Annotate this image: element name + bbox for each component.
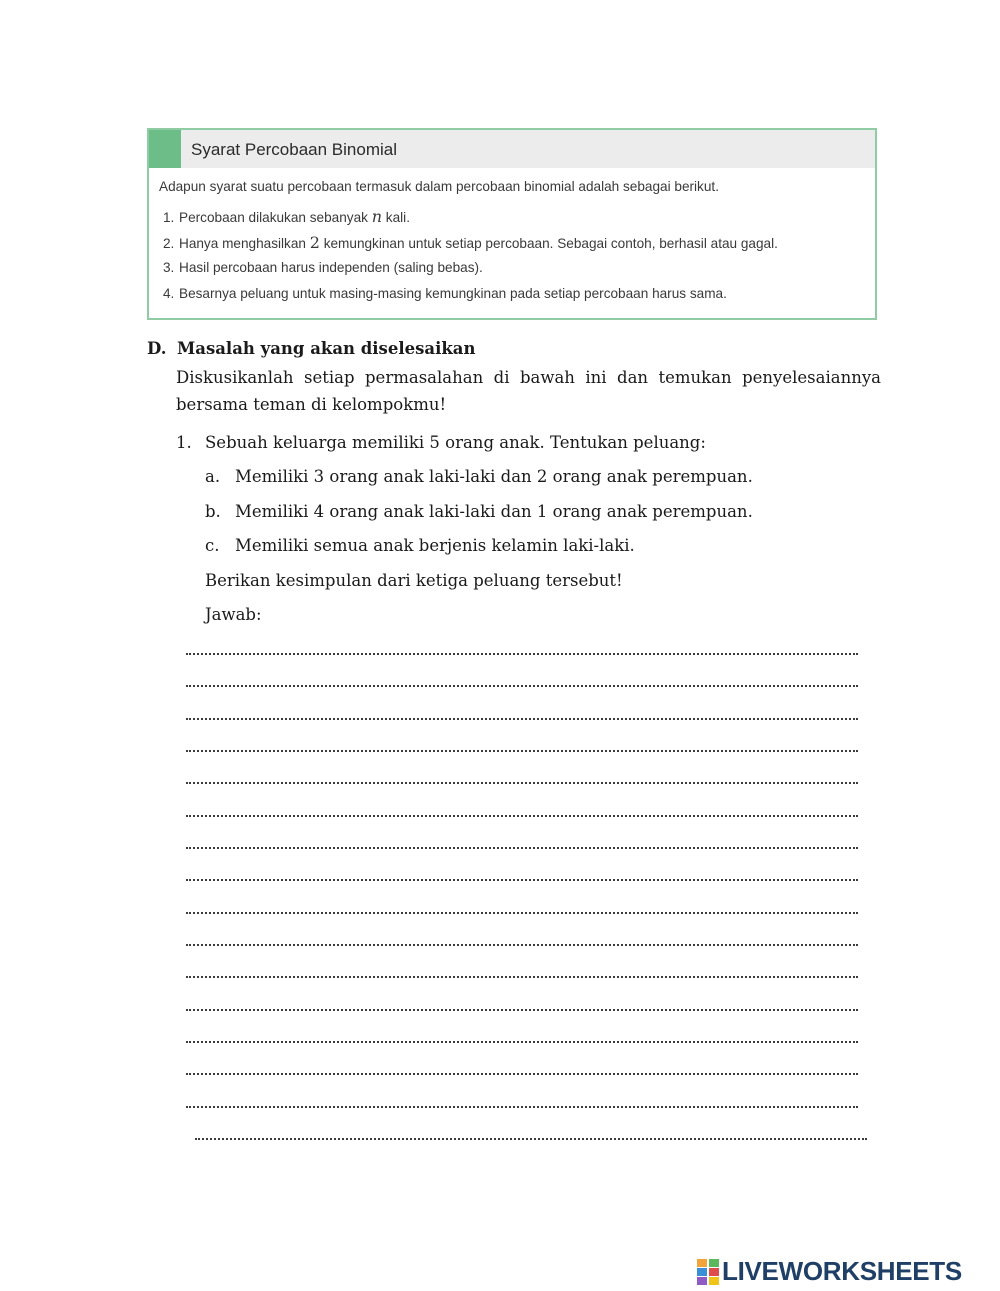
info-list-item bbox=[163, 284, 778, 310]
logo-square bbox=[697, 1259, 707, 1267]
answer-line[interactable] bbox=[186, 1041, 858, 1043]
question-text: Sebuah keluarga memiliki 5 orang anak. Tentukan peluang: bbox=[205, 433, 706, 452]
answer-line[interactable] bbox=[186, 976, 858, 978]
answer-line[interactable] bbox=[186, 718, 858, 720]
answer-line[interactable] bbox=[186, 750, 858, 752]
info-box-accent bbox=[149, 130, 181, 168]
answer-label: Jawab: bbox=[205, 605, 262, 624]
info-item-text: Hasil percobaan harus independen (saling bebas). bbox=[179, 260, 483, 275]
logo-square bbox=[697, 1277, 707, 1285]
info-item-number: 2. bbox=[163, 235, 175, 251]
conclusion-prompt: Berikan kesimpulan dari ketiga peluang tersebut! bbox=[205, 571, 623, 590]
answer-line[interactable] bbox=[186, 1073, 858, 1075]
sub-question-text: Memiliki 3 orang anak laki-laki dan 2 orang anak perempuan. bbox=[235, 467, 753, 486]
question-number: 1. bbox=[176, 433, 192, 452]
logo-square bbox=[709, 1268, 719, 1276]
sub-question-c bbox=[205, 536, 635, 555]
answer-line[interactable] bbox=[186, 879, 858, 881]
section-letter: D. bbox=[147, 339, 167, 358]
answer-line[interactable] bbox=[186, 1009, 858, 1011]
sub-question-text: Memiliki semua anak berjenis kelamin laki-laki. bbox=[235, 536, 635, 555]
sub-question-letter: b. bbox=[205, 502, 221, 521]
info-box-header bbox=[149, 130, 875, 168]
answer-line[interactable] bbox=[186, 1106, 858, 1108]
logo-mark-icon bbox=[697, 1258, 719, 1284]
sub-question-b bbox=[205, 502, 753, 521]
info-list-item bbox=[163, 258, 778, 284]
answer-line[interactable] bbox=[186, 912, 858, 914]
info-item-text: kali. bbox=[382, 210, 410, 225]
info-box-list bbox=[163, 207, 778, 309]
answer-line[interactable] bbox=[186, 815, 858, 817]
answer-line[interactable] bbox=[186, 653, 858, 655]
logo-square bbox=[709, 1277, 719, 1285]
info-item-number: 4. bbox=[163, 285, 175, 301]
logo-text: LIVEWORKSHEETS bbox=[722, 1256, 962, 1286]
info-item-text: Percobaan dilakukan sebanyak bbox=[179, 210, 372, 225]
logo-square bbox=[697, 1268, 707, 1276]
info-item-number: 1. bbox=[163, 210, 175, 225]
section-intro: Diskusikanlah setiap permasalahan di bawah ini dan temukan penyelesaiannya bersama teman di kelompokmu! bbox=[176, 368, 881, 414]
sub-question-a bbox=[205, 467, 753, 486]
section-heading bbox=[147, 339, 475, 358]
answer-line[interactable] bbox=[186, 847, 858, 849]
sub-question-letter: a. bbox=[205, 467, 221, 486]
info-list-item bbox=[163, 233, 778, 259]
info-item-number: 3. bbox=[163, 260, 175, 275]
info-item-text: Hanya menghasilkan bbox=[179, 235, 310, 251]
info-box-title: Syarat Percobaan Binomial bbox=[191, 140, 398, 159]
sub-question-letter: c. bbox=[205, 536, 220, 555]
info-box bbox=[147, 128, 877, 320]
info-item-text: kemungkinan untuk setiap percobaan. Sebagai contoh, berhasil atau gagal. bbox=[319, 235, 778, 251]
answer-line[interactable] bbox=[186, 685, 858, 687]
logo-square bbox=[709, 1259, 719, 1267]
info-box-intro: Adapun syarat suatu percobaan termasuk dalam percobaan binomial adalah sebagai berikut. bbox=[159, 179, 719, 194]
info-item-math: 2 bbox=[309, 232, 320, 252]
answer-line[interactable] bbox=[186, 944, 858, 946]
info-item-text: Besarnya peluang untuk masing-masing kemungkinan pada setiap percobaan harus sama. bbox=[179, 285, 727, 301]
answer-line[interactable] bbox=[195, 1138, 867, 1140]
question-line bbox=[176, 433, 706, 452]
section-title: Masalah yang akan diselesaikan bbox=[177, 339, 476, 358]
answer-line[interactable] bbox=[186, 782, 858, 784]
info-item-math: n bbox=[371, 207, 383, 226]
sub-question-text: Memiliki 4 orang anak laki-laki dan 1 orang anak perempuan. bbox=[235, 502, 753, 521]
info-list-item bbox=[163, 207, 778, 233]
